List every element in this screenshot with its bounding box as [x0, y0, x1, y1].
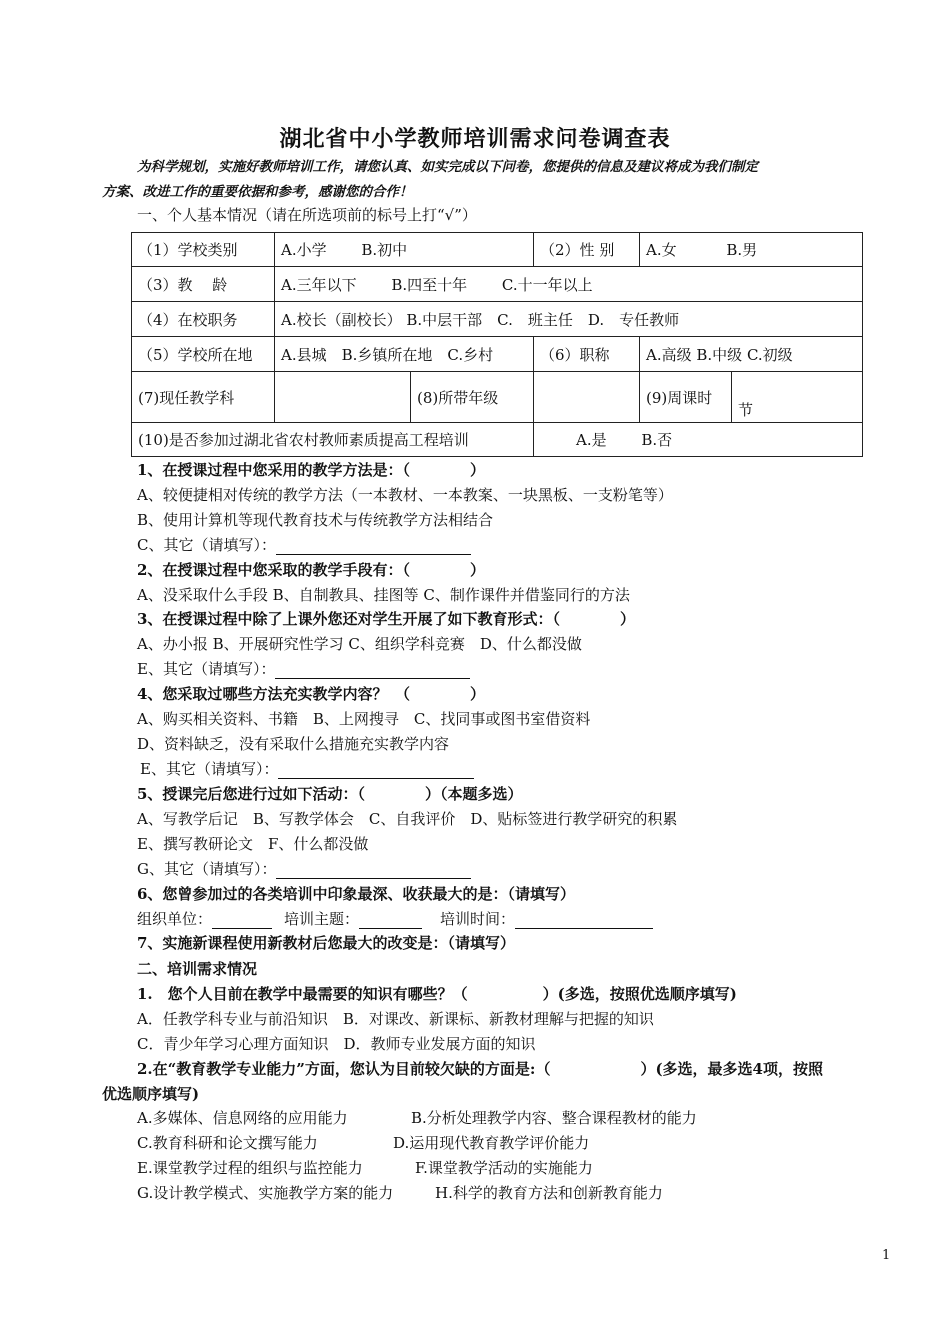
q5-fill-line[interactable]	[276, 860, 471, 879]
q5-option-e: E、撰写教研论文 F、什么都没做	[137, 835, 369, 853]
project-options[interactable]: A.是 B.否	[534, 423, 863, 457]
location-label: （5）学校所在地	[132, 337, 275, 372]
need-q2-option-g: G.设计教学模式、实施教学方案的能力	[137, 1184, 394, 1202]
q4-option-e: E、其它（请填写）：	[140, 758, 474, 779]
need-q2-option-b: B.分析处理教学内容、整合课程教材的能力	[411, 1109, 697, 1127]
need-q2-title-cont: 优选顺序填写)	[102, 1085, 200, 1103]
basic-info-table	[131, 232, 863, 457]
q3-title: 3、在授课过程中除了上课外您还对学生开展了如下教育形式：（ ）	[137, 610, 635, 628]
page-title: 湖北省中小学教师培训需求问卷调查表	[279, 126, 671, 152]
need-q2-option-f: F.课堂教学活动的实施能力	[415, 1159, 593, 1177]
need-q2-title: 2.在“教育教学专业能力”方面，您认为目前较欠缺的方面是:（ ）(多选，最多选4项，按照	[137, 1060, 823, 1078]
q6-unit-line[interactable]	[212, 910, 272, 929]
subject-label: (7)现任教学科	[132, 372, 275, 423]
position-options[interactable]: A.校长（副校长） B.中层干部 C. 班主任 D. 专任教师	[275, 302, 863, 337]
position-label: （4）在校职务	[132, 302, 275, 337]
q7-title: 7、实施新课程使用新教材后您最大的改变是：（请填写）	[137, 934, 515, 952]
need-q2-option-h: H.科学的教育方法和创新教育能力	[435, 1184, 663, 1202]
gender-options[interactable]: A.女 B.男	[640, 233, 863, 267]
q2-title: 2、在授课过程中您采取的教学手段有：（ ）	[137, 561, 485, 579]
hours-unit: 节	[738, 401, 754, 419]
grade-label: (8)所带年级	[411, 372, 534, 423]
q1-option-c: C、其它（请填写）：	[137, 534, 471, 555]
hours-label: (9)周课时	[640, 372, 732, 423]
need-q1-title: 1. 您个人目前在教学中最需要的知识有哪些？（ ）(多选，按照优选顺序填写)	[137, 985, 737, 1003]
teaching-age-label: （3）教 龄	[132, 267, 275, 302]
q1-title: 1、在授课过程中您采用的教学方法是：（ ）	[137, 461, 485, 479]
location-options[interactable]: A.县城 B.乡镇所在地 C.乡村	[275, 337, 534, 372]
q6-time-line[interactable]	[515, 910, 653, 929]
q4-title: 4、您采取过哪些方法充实教学内容？ （ ）	[137, 685, 485, 703]
q1-option-a: A、较便捷相对传统的教学方法（一本教材、一本教案、一块黑板、一支粉笔等）	[137, 486, 673, 504]
project-label: (10)是否参加过湖北省农村教师素质提高工程培训	[132, 423, 534, 457]
subject-field[interactable]	[275, 372, 411, 423]
q3-options: A、办小报 B、开展研究性学习 C、组织学科竞赛 D、什么都没做	[137, 635, 582, 653]
need-q2-option-d: D.运用现代教育教学评价能力	[393, 1134, 590, 1152]
q5-title: 5、授课完后您进行过如下活动：（ ）（本题多选）	[137, 785, 523, 803]
section2-heading: 二、培训需求情况	[137, 960, 258, 978]
need-q1-options-cd: C．青少年学习心理方面知识 D．教师专业发展方面的知识	[137, 1035, 536, 1053]
teaching-age-options[interactable]: A.三年以下 B.四至十年 C.十一年以上	[275, 267, 863, 302]
q5-option-g: G、其它（请填写）：	[137, 858, 471, 879]
q1-option-b: B、使用计算机等现代教育技术与传统教学方法相结合	[137, 511, 494, 529]
hours-field[interactable]	[732, 372, 863, 423]
q5-options: A、写教学后记 B、写教学体会 C、自我评价 D、贴标签进行教学研究的积累	[137, 810, 678, 828]
title-options[interactable]: A.高级 B.中级 C.初级	[640, 337, 863, 372]
need-q2-option-e: E.课堂教学过程的组织与监控能力	[137, 1159, 363, 1177]
need-q1-options-ab: A．任教学科专业与前沿知识 B．对课改、新课标、新教材理解与把握的知识	[137, 1010, 654, 1028]
need-q2-option-c: C.教育科研和论文撰写能力	[137, 1134, 318, 1152]
q4-option-d: D、资料缺乏，没有采取什么措施充实教学内容	[137, 735, 450, 753]
grade-field[interactable]	[534, 372, 640, 423]
need-q2-option-a: A.多媒体、信息网络的应用能力	[137, 1109, 348, 1127]
school-type-label: （1）学校类别	[132, 233, 275, 267]
q4-options: A、购买相关资料、书籍 B、上网搜寻 C、找同事或图书室借资料	[137, 710, 591, 728]
q6-fields: 组织单位： 培训主题： 培训时间：	[137, 908, 653, 929]
section1-heading: 一、个人基本情况（请在所选项前的标号上打“√”）	[137, 206, 477, 224]
q3-fill-line[interactable]	[275, 660, 470, 679]
page-number: 1	[882, 1248, 891, 1263]
q6-topic-line[interactable]	[359, 910, 422, 929]
q6-title: 6、您曾参加过的各类培训中印象最深、收获最大的是：（请填写）	[137, 885, 575, 903]
gender-label: （2）性 别	[534, 233, 640, 267]
q4-fill-line[interactable]	[278, 760, 474, 779]
q2-options: A、没采取什么手段 B、自制教具、挂图等 C、制作课件并借鉴同行的方法	[137, 586, 630, 604]
q3-option-e: E、其它（请填写）：	[137, 658, 470, 679]
school-type-options[interactable]: A.小学 B.初中	[275, 233, 534, 267]
q1-fill-line[interactable]	[276, 536, 471, 555]
title-label: （6）职称	[534, 337, 640, 372]
intro-line-1: 为科学规划，实施好教师培训工作，请您认真、如实完成以下问卷，您提供的信息及建议将成为我们制定	[137, 159, 758, 175]
intro-line-2: 方案、改进工作的重要依据和参考，感谢您的合作！	[102, 184, 413, 200]
